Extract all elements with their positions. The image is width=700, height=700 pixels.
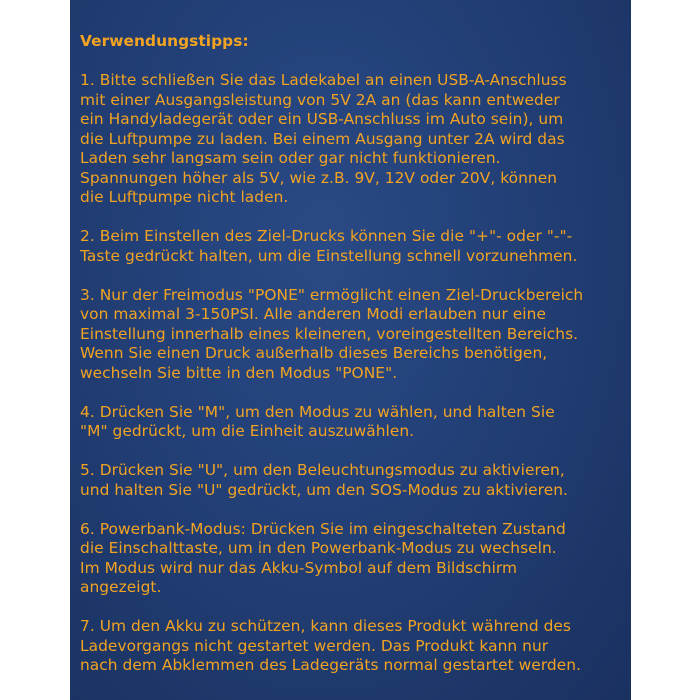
tip-7: 7. Um den Akku zu schützen, kann dieses Produkt während des Ladevorgangs nicht gestartet werden. Das Produkt kann nur nach dem Abklemmen des Ladegeräts normal gestartet werden. (80, 617, 582, 674)
tip-5: 5. Drücken Sie "U", um den Beleuchtungsmodus zu aktivieren, und halten Sie "U" gedrückt, um den SOS-Modus zu aktivieren. (80, 461, 568, 499)
tip-2: 2. Beim Einstellen des Ziel-Drucks können Sie die "+"- oder "-"- Taste gedrückt halten, um die Einstellung schnell vorzunehmen. (80, 227, 578, 265)
tip-3: 3. Nur der Freimodus "PONE" ermöglicht einen Ziel-Druckbereich von maximal 3-150PSI. Alle anderen Modi erlauben nur eine Einstellung innerhalb eines kleineren, voreingestellten Bereichs. Wenn Sie einen Druck außerhalb dieses Bereichs benötigen, wechseln Sie bitte in den Modus "PONE". (80, 285, 584, 382)
tip-6: 6. Powerbank-Modus: Drücken Sie im eingeschalteten Zustand die Einschalttaste, um in den Powerbank-Modus zu wechseln. Im Modus wird nur das Akku-Symbol auf dem Bildschirm angezeigt. (80, 519, 566, 596)
tip-4: 4. Drücken Sie "M", um den Modus zu wählen, und halten Sie "M" gedrückt, um die Einheit auszuwählen. (80, 402, 555, 440)
document-title: Verwendungstipps: (80, 32, 249, 50)
instruction-panel (70, 0, 631, 700)
tip-1: 1. Bitte schließen Sie das Ladekabel an einen USB-A-Anschluss mit einer Ausgangsleistung von 5V 2A an (das kann entweder ein Handyladegerät oder ein USB-Anschluss im Auto sein), um die Luftpumpe zu laden. Bei einem Ausgang unter 2A wird das Laden sehr langsam sein oder gar nicht funktionieren. Spannungen höher als 5V, wie z.B. 9V, 12V oder 20V, können die Luftpumpe nicht laden. (80, 71, 567, 206)
